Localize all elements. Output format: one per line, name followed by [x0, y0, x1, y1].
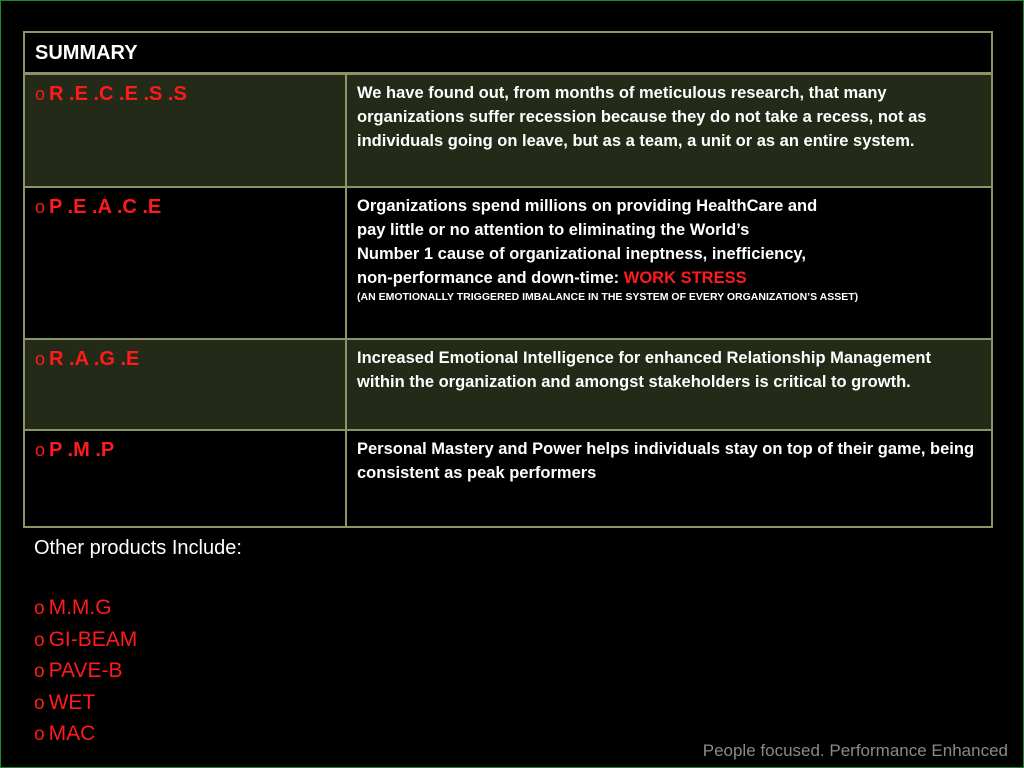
peace-line-2: pay little or no attention to eliminating the World’s	[357, 221, 750, 239]
peace-line-1: Organizations spend millions on providing HealthCare and	[357, 197, 818, 215]
peace-description	[357, 194, 982, 305]
row-description-cell	[349, 75, 991, 186]
footer-tagline: People focused. Performance Enhanced	[702, 741, 1008, 760]
pmp-label-text: P .M .P	[49, 439, 115, 461]
summary-table	[23, 31, 993, 528]
list-item	[34, 593, 137, 625]
row-label-cell	[25, 188, 347, 338]
work-stress-highlight: WORK STRESS	[623, 269, 747, 287]
products-list	[34, 593, 137, 751]
bullet-icon: o	[34, 629, 45, 651]
bullet-icon: o	[35, 440, 46, 460]
recess-description: We have found out, from months of meticulous research, that many organizations suffer recession because they do not take a recess, not as individuals going on leave, but as a team, a unit or as an entire system.	[357, 84, 927, 150]
rage-label-text: R .A .G .E	[49, 348, 140, 370]
bullet-icon: o	[34, 692, 45, 714]
pmp-description: Personal Mastery and Power helps individuals stay on top of their game, being consistent as peak performers	[357, 440, 975, 482]
list-item	[34, 688, 137, 720]
summary-title: SUMMARY	[35, 42, 138, 64]
table-row	[25, 75, 991, 188]
peace-label-text: P .E .A .C .E	[49, 196, 162, 218]
recess-label-text: R .E .C .E .S .S	[49, 83, 187, 105]
peace-line-4-text: non-performance and down-time:	[357, 269, 624, 287]
table-row	[25, 431, 991, 526]
row-label-cell	[25, 340, 347, 429]
row-description-cell	[349, 188, 991, 338]
product-name: WET	[48, 690, 96, 714]
peace-line-4	[357, 266, 982, 290]
summary-header-row	[25, 33, 991, 75]
product-name: PAVE-B	[48, 659, 123, 682]
product-name: MAC	[48, 722, 96, 745]
table-row	[25, 188, 991, 340]
row-label-cell	[25, 431, 347, 526]
peace-note: (AN EMOTIONALLY TRIGGERED IMBALANCE IN THE SYSTEM OF EVERY ORGANIZATION’S ASSET)	[357, 291, 859, 303]
other-products-heading: Other products Include:	[34, 537, 242, 559]
table-row	[25, 340, 991, 431]
bullet-icon: o	[35, 197, 46, 217]
row-label-cell	[25, 75, 347, 186]
list-item	[34, 625, 137, 657]
product-name: M.M.G	[48, 596, 112, 619]
bullet-icon: o	[34, 598, 45, 619]
row-description-cell	[349, 340, 991, 429]
rage-label	[35, 348, 139, 371]
peace-label	[35, 196, 161, 219]
rage-description: Increased Emotional Intelligence for enhanced Relationship Management within the organization and amongst stakeholders is critical to growth.	[357, 349, 931, 391]
product-name: GI-BEAM	[48, 627, 138, 651]
bullet-icon: o	[35, 84, 46, 104]
pmp-label	[35, 439, 114, 462]
list-item	[34, 719, 137, 751]
recess-label	[35, 83, 187, 106]
peace-line-3: Number 1 cause of organizational ineptness, inefficiency,	[357, 245, 806, 263]
list-item	[34, 656, 137, 688]
bullet-icon: o	[34, 661, 45, 682]
bullet-icon: o	[35, 349, 46, 369]
bullet-icon: o	[34, 724, 45, 745]
row-description-cell	[349, 431, 991, 526]
